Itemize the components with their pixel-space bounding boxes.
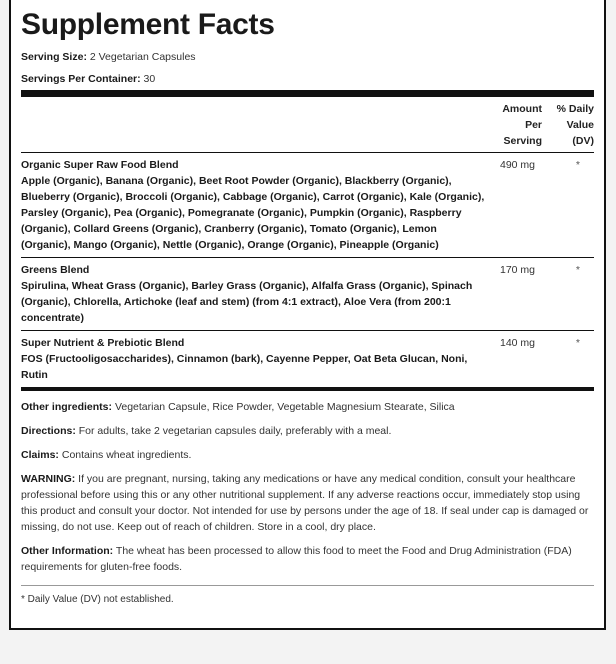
ingredient-row <box>21 331 594 387</box>
supplement-facts-panel <box>9 0 606 630</box>
blend-dv: * <box>575 337 580 349</box>
blend-dv: * <box>575 264 580 276</box>
ingredient-row <box>21 258 594 330</box>
other-ingredients: Other ingredients: Vegetarian Capsule, Rice Powder, Vegetable Magnesium Stearate, Silica <box>21 401 455 413</box>
blend-amount: 170 mg <box>500 264 536 276</box>
panel-title: Supplement Facts <box>21 8 275 41</box>
blend-amount: 140 mg <box>500 337 536 349</box>
blend-ingredients: FOS (Fructooligosaccharides), Cinnamon (bark), Cayenne Pepper, Oat Beta Glucan, Noni, Rutin <box>21 353 468 381</box>
amount-per-serving-header: Amount Per Serving <box>502 103 542 147</box>
claims: Claims: Contains wheat ingredients. <box>21 449 192 461</box>
serving-size-value: 2 Vegetarian Capsules <box>89 51 196 63</box>
blend-dv: * <box>575 159 580 171</box>
directions: Directions: For adults, take 2 vegetarian capsules daily, preferably with a meal. <box>21 425 392 437</box>
warning: WARNING: If you are pregnant, nursing, taking any medications or have any medical condition, consult your healthcare professional before using this or any other nutritional supplement. If any adverse reactions occur, immediately stop using this product and consult your doctor. Not intended for use by persons under the age of 18. If seal under cap is damaged or missing, do not use. Keep out of reach of children. Store in a cool, dry place. <box>21 473 589 533</box>
divider <box>21 585 594 586</box>
ingredient-row <box>21 153 594 257</box>
servings-per-container-label: Servings Per Container: <box>21 73 141 85</box>
divider-thick <box>21 387 594 391</box>
blend-name: Organic Super Raw Food Blend <box>21 159 179 171</box>
footnote: * Daily Value (DV) not established. <box>21 594 174 605</box>
other-information: Other Information: The wheat has been processed to allow this food to meet the Food and Drug Administration (FDA) requirements for gluten-free foods. <box>21 545 572 573</box>
serving-size-label: Serving Size: <box>21 51 87 63</box>
blend-name: Greens Blend <box>21 264 90 276</box>
servings-per-container-value: 30 <box>143 73 156 85</box>
daily-value-header: % Daily Value (DV) <box>556 103 594 147</box>
column-header <box>21 97 594 152</box>
blend-ingredients: Apple (Organic), Banana (Organic), Beet Root Powder (Organic), Blackberry (Organic), Blueberry (Organic), Broccoli (Organic), Cabbage (Organic), Carrot (Organic), Kale (Organic), Parsley (Organic), Pea (Organic), Pomegranate (Organic), Pumpkin (Organic), Raspberry (Organic), Collard Greens (Organic), Cranberry (Organic), Tomato (Organic), Lemon (Organic), Mango (Organic), Nettle (Organic), Orange (Organic), Pineapple (Organic) <box>21 175 485 251</box>
blend-amount: 490 mg <box>500 159 536 171</box>
divider-thick <box>21 90 594 97</box>
blend-ingredients: Spirulina, Wheat Grass (Organic), Barley Grass (Organic), Alfalfa Grass (Organic), Spinach (Organic), Chlorella, Artichoke (leaf and stem) (from 4:1 extract), Aloe Vera (from 200:1 concentrate) <box>21 280 473 324</box>
serving-size <box>21 50 594 64</box>
servings-per-container <box>21 72 594 86</box>
blend-name: Super Nutrient & Prebiotic Blend <box>21 337 185 349</box>
